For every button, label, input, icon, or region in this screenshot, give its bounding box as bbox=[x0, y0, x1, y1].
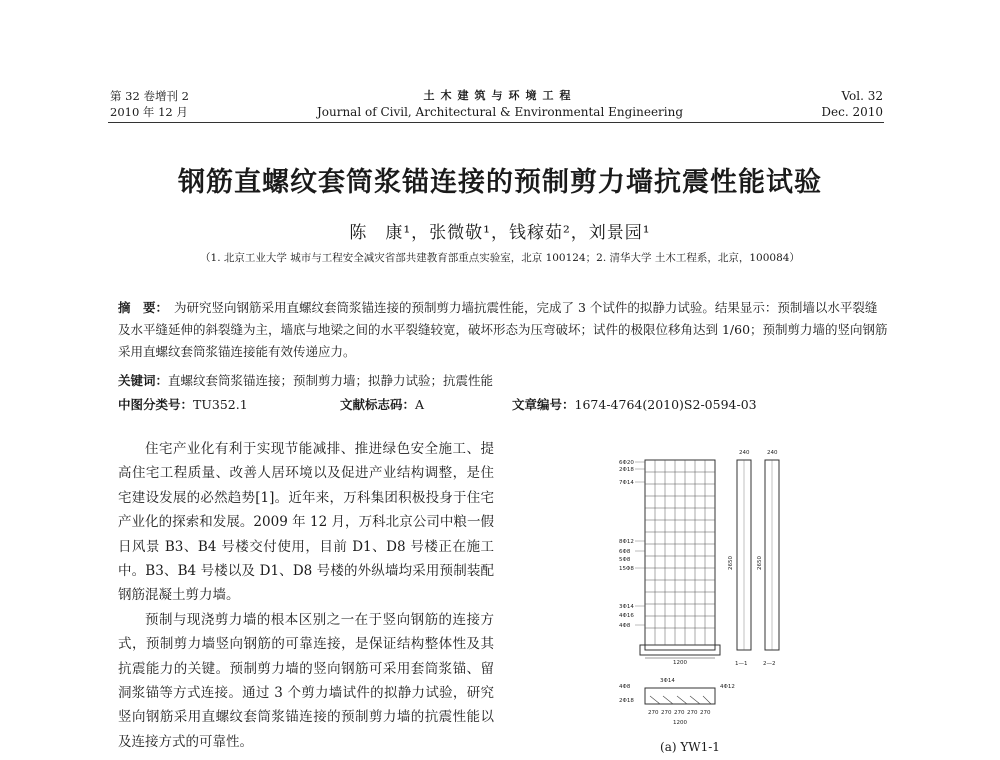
article-number bbox=[512, 395, 757, 413]
body-text bbox=[118, 437, 494, 754]
plan-label: 4Φ12 bbox=[720, 684, 735, 690]
affiliation: （1. 北京工业大学 城市与工程安全减灾省部共建教育部重点实验室，北京 100124；2. 清华大学 土木工程系，北京，100084） bbox=[200, 252, 800, 264]
keywords bbox=[118, 371, 493, 389]
rebar-labels bbox=[619, 460, 634, 629]
keywords-text: 直螺纹套筒浆锚连接；预制剪力墙；拟静力试验；抗震性能 bbox=[168, 373, 494, 388]
plan-label: 3Φ14 bbox=[660, 678, 675, 684]
plan-dim: 270 bbox=[687, 710, 698, 716]
doc-code-value: A bbox=[415, 397, 425, 412]
rebar-label: 5Φ8 bbox=[619, 557, 631, 563]
plan-label: 4Φ8 bbox=[619, 684, 631, 690]
journal-name-en: Journal of Civil, Architectural & Environmental Engineering bbox=[316, 105, 684, 119]
abstract-label: 摘 要： bbox=[118, 300, 169, 315]
rebar-label: 15Φ8 bbox=[619, 566, 634, 572]
doc-code-label: 文献标志码： bbox=[340, 397, 416, 412]
rebar-label: 3Φ14 bbox=[619, 604, 634, 610]
rebar-label: 2Φ18 bbox=[619, 467, 634, 473]
wall-reinforcement-figure bbox=[605, 440, 905, 760]
date-label: 2010 年 12 月 bbox=[110, 105, 188, 119]
figure-caption: (a) YW1-1 bbox=[660, 740, 720, 754]
volume-en: Vol. 32 bbox=[841, 89, 883, 103]
dimension-width: 1200 bbox=[673, 660, 687, 666]
classification-label: 中图分类号： bbox=[118, 397, 194, 412]
classification bbox=[118, 395, 248, 413]
plan-dim: 270 bbox=[674, 710, 685, 716]
paragraph: 住宅产业化有利于实现节能减排、推进绿色安全施工、提高住宅工程质量、改善人居环境以及促进产业结构调整，是住宅建设发展的必然趋势[1]。近年来，万科集团积极投身于住宅产业化的探索和发展。2009 年 12 月，万科北京公司中粮一假日风景 B3、B4 号楼交付使用，目前 D1、D8 号楼正在施工中。B3、B4 号楼以及 D1、D8 号楼的外纵墙均采用预制装配钢筋混凝土剪力墙。 bbox=[118, 441, 494, 604]
rebar-grid bbox=[645, 460, 715, 645]
plan-dim: 270 bbox=[700, 710, 711, 716]
paper-title: 钢筋直螺纹套筒浆锚连接的预制剪力墙抗震性能试验 bbox=[178, 167, 822, 198]
plan-width: 1200 bbox=[673, 720, 687, 726]
rebar-label: 6Φ8 bbox=[619, 549, 631, 555]
rebar-label: 8Φ12 bbox=[619, 539, 634, 545]
article-no-value: 1674-4764(2010)S2-0594-03 bbox=[574, 397, 757, 412]
dimension-height-1: 2650 bbox=[728, 556, 734, 570]
keywords-label: 关键词： bbox=[118, 373, 169, 388]
section-2-label: 2—2 bbox=[763, 661, 776, 667]
rebar-label: 4Φ8 bbox=[619, 623, 631, 629]
abstract-text: 为研究竖向钢筋采用直螺纹套筒浆锚连接的预制剪力墙抗震性能，完成了 3 个试件的拟静力试验。结果显示：预制墙以水平裂缝及水平缝延伸的斜裂缝为主，墙底与地梁之间的水平裂缝较宽，破坏形态为压弯破坏；试件的极限位移角达到 1/60；预制剪力墙的竖向钢筋采用直螺纹套筒浆锚连接能有效传递应力。 bbox=[118, 300, 888, 359]
abstract bbox=[118, 297, 888, 363]
section-1-label: 1—1 bbox=[735, 661, 748, 667]
classification-value: TU352.1 bbox=[193, 397, 248, 412]
journal-name-cn: 土木建筑与环境工程 bbox=[423, 89, 577, 102]
rebar-label: 6Φ20 bbox=[619, 460, 634, 466]
plan-dim: 270 bbox=[648, 710, 659, 716]
document-code bbox=[340, 395, 424, 413]
dimension-top-1: 240 bbox=[739, 450, 750, 456]
volume-label: 第 32 卷增刊 2 bbox=[110, 89, 189, 103]
plan-dim: 270 bbox=[661, 710, 672, 716]
dimension-top-2: 240 bbox=[767, 450, 778, 456]
dimension-height-2: 2650 bbox=[757, 556, 763, 570]
author-list: 陈 康¹，张微敬¹，钱稼茹²，刘景园¹ bbox=[349, 223, 651, 243]
rebar-label: 4Φ16 bbox=[619, 613, 634, 619]
wall-plan-outline bbox=[645, 688, 715, 704]
plan-label: 2Φ18 bbox=[619, 698, 634, 704]
date-en: Dec. 2010 bbox=[821, 105, 883, 119]
wall-elevation-outline bbox=[645, 460, 715, 650]
paragraph: 预制与现浇剪力墙的根本区别之一在于竖向钢筋的连接方式，预制剪力墙竖向钢筋的可靠连接，是保证结构整体性及其抗震能力的关键。预制剪力墙的竖向钢筋可采用套筒浆锚、留洞浆锚等方式连接。通过 3 个剪力墙试件的拟静力试验，研究竖向钢筋采用直螺纹套筒浆锚连接的预制剪力墙的抗震性能以及连接方式的可靠性。 bbox=[118, 611, 494, 750]
header-rule bbox=[108, 122, 884, 123]
rebar-label: 7Φ14 bbox=[619, 480, 634, 486]
journal-volume-en bbox=[821, 88, 883, 120]
article-no-label: 文章编号： bbox=[512, 397, 575, 412]
